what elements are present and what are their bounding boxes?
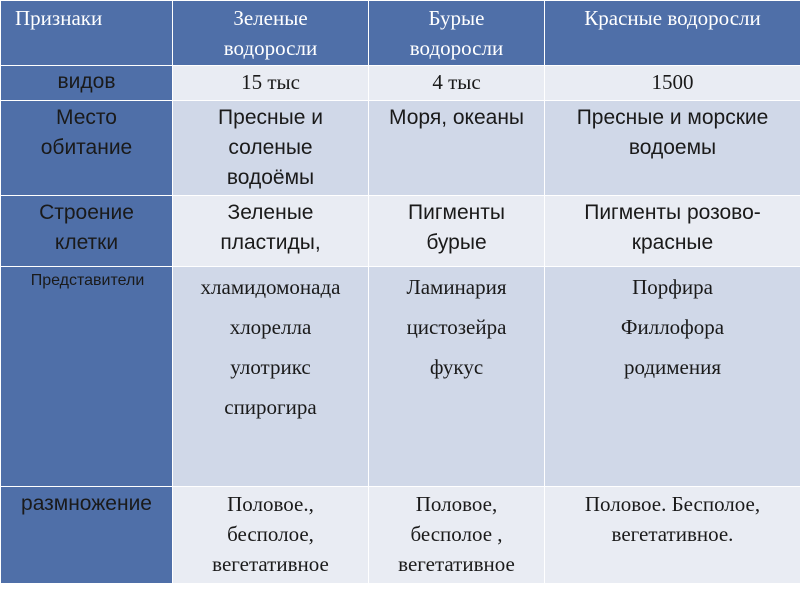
structure-label-line2: клетки: [54, 231, 119, 254]
list-item: улотрикс: [230, 355, 311, 379]
species-red: 1500: [545, 66, 800, 101]
list-item: Филлофора: [620, 315, 725, 339]
structure-green: [173, 196, 369, 267]
reproduction-brown-line2: бесполое ,: [410, 522, 503, 546]
header-brown-line1: Бурые: [428, 6, 485, 30]
list-item: хлорелла: [229, 315, 312, 339]
row-label-representatives: Представители: [1, 267, 173, 487]
row-label-species: видов: [1, 66, 173, 101]
reproduction-red-line1: Половое. Бесполое,: [584, 492, 761, 516]
reproduction-brown-line3: вегетативное: [398, 552, 515, 576]
habitat-green-line3: водоёмы: [226, 166, 315, 189]
header-brown-line2: водоросли: [409, 36, 504, 60]
row-habitat: [1, 101, 800, 196]
list-item: фукус: [429, 355, 484, 379]
structure-label-line1: Строение: [39, 201, 134, 224]
habitat-brown: Моря, океаны: [369, 101, 545, 196]
species-green: 15 тыс: [173, 66, 369, 101]
reproduction-green: [173, 487, 369, 584]
header-green-line2: водоросли: [223, 36, 318, 60]
habitat-label-line1: Место: [56, 106, 117, 129]
list-item: родимения: [623, 355, 722, 379]
structure-red-line2: красные: [631, 231, 714, 254]
list-item: Порфира: [632, 275, 713, 299]
row-label-cell-structure: [1, 196, 173, 267]
list-item: спирогира: [224, 395, 317, 419]
structure-green-line2: пластиды,: [220, 231, 321, 254]
habitat-green-line2: соленые: [228, 136, 313, 159]
row-label-reproduction: размножение: [1, 487, 173, 584]
representatives-brown: [369, 267, 545, 487]
structure-red-line1: Пигменты розово-: [584, 201, 761, 224]
row-label-habitat: [1, 101, 173, 196]
structure-brown-line1: Пигменты: [408, 201, 505, 224]
habitat-green: [173, 101, 369, 196]
species-brown: 4 тыс: [369, 66, 545, 101]
header-brown-algae: [369, 1, 545, 66]
row-reproduction: [1, 487, 800, 584]
structure-brown: [369, 196, 545, 267]
reproduction-red: [545, 487, 800, 584]
representatives-red: [545, 267, 800, 487]
habitat-red-line1: Пресные и морские: [576, 106, 769, 129]
reproduction-brown-line1: Половое,: [415, 492, 498, 516]
list-item: Ламинария: [406, 275, 507, 299]
representatives-green: [173, 267, 369, 487]
reproduction-red-line2: вегетативное.: [611, 522, 734, 546]
header-features: Признаки: [1, 1, 173, 66]
row-species: [1, 66, 800, 101]
header-green-algae: [173, 1, 369, 66]
habitat-green-line1: Пресные и: [218, 106, 323, 129]
structure-green-line1: Зеленые: [227, 201, 314, 224]
habitat-red: [545, 101, 800, 196]
reproduction-green-line1: Половое.,: [227, 492, 314, 516]
header-row: [1, 1, 800, 66]
row-representatives: [1, 267, 800, 487]
structure-brown-line2: бурые: [426, 231, 487, 254]
reproduction-green-line3: вегетативное: [212, 552, 329, 576]
header-red-algae: Красные водоросли: [545, 1, 800, 66]
structure-red: [545, 196, 800, 267]
reproduction-brown: [369, 487, 545, 584]
list-item: хламидомонада: [200, 275, 341, 299]
row-cell-structure: [1, 196, 800, 267]
reproduction-green-line2: бесполое,: [227, 522, 314, 546]
list-item: цистозейра: [406, 315, 507, 339]
habitat-red-line2: водоемы: [628, 136, 717, 159]
header-green-line1: Зеленые: [233, 6, 308, 30]
habitat-label-line2: обитание: [40, 136, 133, 159]
